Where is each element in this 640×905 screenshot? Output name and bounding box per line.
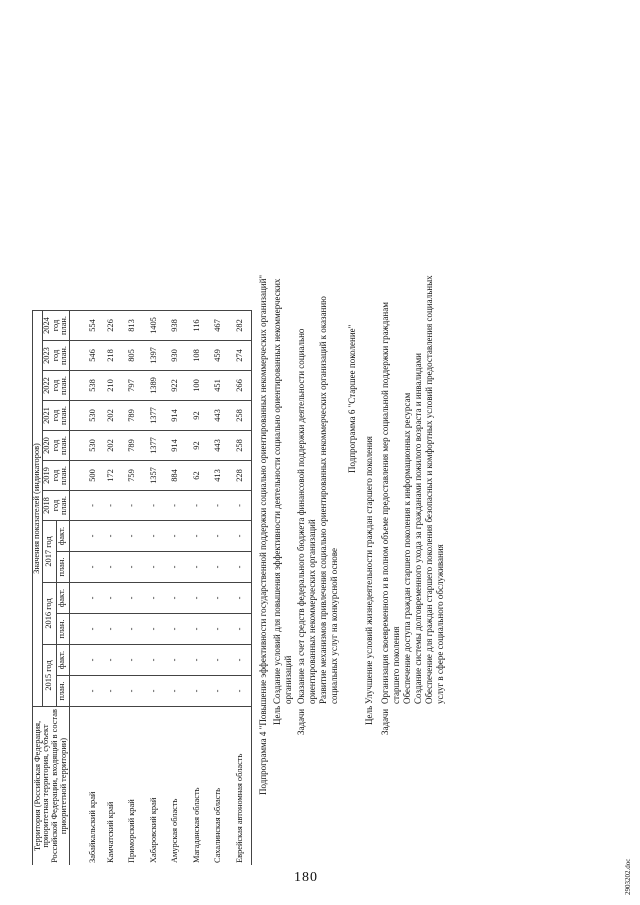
table-cell: -: [70, 583, 101, 614]
table-cell: -: [143, 614, 165, 645]
table-cell: 538: [70, 371, 101, 401]
table-cell: -: [122, 645, 144, 676]
table-cell: 282: [229, 311, 251, 341]
year-2015-header: 2015 год: [42, 645, 56, 707]
table-cell: -: [100, 491, 122, 521]
table-cell: 228: [229, 461, 251, 491]
table-row: [122, 311, 144, 866]
table-cell: 459: [208, 341, 230, 371]
indicators-header: Значения показателей (индикаторов): [33, 311, 43, 707]
subprogram-6-task-2: Обеспечение доступа граждан старшего поколения к информационных ресурсам: [402, 392, 412, 704]
fact-subheader: факт.: [56, 645, 70, 676]
subprogram-6-goal-label: Цель: [364, 705, 374, 725]
territory-name: Камчатский край: [100, 707, 122, 866]
table-cell: -: [100, 521, 122, 552]
table-cell: 1389: [143, 371, 165, 401]
table-row: [100, 311, 122, 866]
table-cell: -: [229, 521, 251, 552]
table-cell: 914: [165, 431, 187, 461]
subprogram-6-goal: Улучшение условий жизнедеятельности граждан старшего поколения: [364, 436, 374, 704]
table-cell: -: [100, 552, 122, 583]
table-cell: 258: [229, 401, 251, 431]
table-cell: 530: [70, 431, 101, 461]
table-cell: -: [70, 491, 101, 521]
table-cell: -: [208, 614, 230, 645]
territory-name: Хабаровский край: [143, 707, 165, 866]
indicators-table: [32, 310, 252, 865]
table-cell: -: [122, 614, 144, 645]
table-cell: -: [208, 645, 230, 676]
table-cell: -: [122, 521, 144, 552]
subprogram-4-task-2-cont: социальных услуг на конкурсной основе: [329, 548, 339, 704]
subprogram-6-task-4: Обеспечение для граждан старшего поколения безопасных и комфортных условий предоставления социальных: [424, 275, 434, 704]
table-cell: -: [165, 583, 187, 614]
table-cell: 789: [122, 431, 144, 461]
table-cell: -: [229, 676, 251, 707]
table-cell: -: [186, 676, 208, 707]
table-cell: -: [208, 491, 230, 521]
table-cell: 443: [208, 431, 230, 461]
table-cell: 451: [208, 371, 230, 401]
page-number: 180: [294, 870, 318, 885]
table-cell: -: [70, 614, 101, 645]
table-cell: 546: [70, 341, 101, 371]
table-cell: -: [208, 583, 230, 614]
table-cell: -: [229, 645, 251, 676]
table-cell: -: [70, 676, 101, 707]
plan-subheader: план.: [56, 614, 70, 645]
table-cell: 274: [229, 341, 251, 371]
table-cell: -: [229, 491, 251, 521]
table-cell: 930: [165, 341, 187, 371]
table-cell: 1397: [143, 341, 165, 371]
table-cell: 1377: [143, 431, 165, 461]
table-cell: -: [165, 491, 187, 521]
table-cell: 500: [70, 461, 101, 491]
plan-subheader: план.: [56, 676, 70, 707]
table-cell: -: [186, 552, 208, 583]
table-cell: -: [100, 676, 122, 707]
table-row: [70, 311, 101, 866]
table-cell: -: [122, 491, 144, 521]
territory-header: Территория (Российская Федерация, приоритетная территория, субъект Российской Федерации, входящий в состав приоритетной территории): [33, 707, 70, 866]
plan-subheader: план.: [56, 552, 70, 583]
territory-name: Магаданская область: [186, 707, 208, 866]
table-cell: 100: [186, 371, 208, 401]
table-cell: 202: [100, 431, 122, 461]
table-cell: -: [186, 645, 208, 676]
territory-name: Сахалинская область: [208, 707, 230, 866]
table-cell: 62: [186, 461, 208, 491]
table-cell: -: [100, 583, 122, 614]
table-cell: -: [70, 521, 101, 552]
plan-year-2023-header: 2023 год план.: [42, 341, 69, 371]
subprogram-4-goal-label: Цель: [272, 705, 282, 725]
table-cell: -: [122, 552, 144, 583]
table-cell: -: [229, 552, 251, 583]
table-cell: -: [143, 676, 165, 707]
table-cell: -: [208, 552, 230, 583]
year-2016-header: 2016 год: [42, 583, 56, 645]
table-cell: -: [143, 552, 165, 583]
table-cell: 413: [208, 461, 230, 491]
table-cell: 266: [229, 371, 251, 401]
table-cell: 1377: [143, 401, 165, 431]
table-cell: 218: [100, 341, 122, 371]
table-cell: -: [186, 521, 208, 552]
table-cell: 443: [208, 401, 230, 431]
table-cell: -: [208, 521, 230, 552]
plan-year-2019-header: 2019 год план.: [42, 461, 69, 491]
table-cell: -: [122, 676, 144, 707]
subprogram-4-task-2: Развитие механизмов привлечения социально ориентированных некоммерческих организаций к оказанию: [318, 296, 328, 704]
table-cell: -: [165, 676, 187, 707]
table-cell: -: [165, 614, 187, 645]
subprogram-6-task-1: Организация своевременного и в полном объеме предоставления мер социальной поддержки гражданам: [380, 302, 390, 704]
table-cell: 116: [186, 311, 208, 341]
table-cell: 554: [70, 311, 101, 341]
plan-year-2020-header: 2020 год план.: [42, 431, 69, 461]
table-cell: -: [186, 491, 208, 521]
table-cell: 1357: [143, 461, 165, 491]
plan-year-2018-header: 2018 год план.: [42, 491, 69, 521]
table-cell: -: [143, 645, 165, 676]
table-cell: 938: [165, 311, 187, 341]
subprogram-6-task-4-cont: услуг в сфере социального обслуживания: [435, 544, 445, 704]
table-cell: 759: [122, 461, 144, 491]
subprogram-6-tasks-label: Задачи: [380, 708, 390, 735]
table-cell: 467: [208, 311, 230, 341]
table-cell: -: [143, 521, 165, 552]
subprogram-4-tasks-label: Задачи: [296, 708, 306, 735]
year-2017-header: 2017 год: [42, 521, 56, 583]
table-cell: 92: [186, 401, 208, 431]
subprogram-4-task-1-cont: ориентированных некоммерческих организаций: [307, 519, 317, 704]
table-row: [208, 311, 230, 866]
table-cell: 789: [122, 401, 144, 431]
table-cell: -: [229, 614, 251, 645]
table-cell: 805: [122, 341, 144, 371]
table-cell: 108: [186, 341, 208, 371]
table-cell: 922: [165, 371, 187, 401]
territory-name: Амурская область: [165, 707, 187, 866]
table-cell: 797: [122, 371, 144, 401]
table-cell: -: [229, 583, 251, 614]
table-cell: 210: [100, 371, 122, 401]
table-row: [165, 311, 187, 866]
table-cell: -: [186, 614, 208, 645]
table-row: [229, 311, 251, 866]
table-cell: 530: [70, 401, 101, 431]
table-cell: 258: [229, 431, 251, 461]
table-cell: -: [122, 583, 144, 614]
subprogram-4-goal-cont: организаций: [283, 655, 293, 704]
subprogram-6-task-1-cont: старшего поколения: [391, 626, 401, 704]
table-cell: -: [165, 552, 187, 583]
document-id: 2903202.doc: [624, 858, 632, 895]
table-cell: -: [143, 583, 165, 614]
table-cell: -: [208, 676, 230, 707]
subprogram-6-title: Подпрограмма 6 "Старшее поколение": [347, 324, 357, 473]
table-cell: -: [165, 645, 187, 676]
table-row: [186, 311, 208, 866]
table-cell: 172: [100, 461, 122, 491]
fact-subheader: факт.: [56, 521, 70, 552]
plan-year-2024-header: 2024 год план.: [42, 311, 69, 341]
territory-name: Еврейская автономная область: [229, 707, 251, 866]
table-cell: -: [70, 645, 101, 676]
table-cell: 226: [100, 311, 122, 341]
table-cell: -: [100, 645, 122, 676]
territory-name: Забайкальский край: [70, 707, 101, 866]
territory-name: Приморский край: [122, 707, 144, 866]
subprogram-4-title: Подпрограмма 4 "Повышение эффективности государственной поддержки социально ориентированных некоммерческих организаций": [258, 274, 268, 795]
plan-year-2021-header: 2021 год план.: [42, 401, 69, 431]
table-cell: 92: [186, 431, 208, 461]
table-cell: 813: [122, 311, 144, 341]
table-cell: 1405: [143, 311, 165, 341]
table-cell: 914: [165, 401, 187, 431]
table-cell: -: [70, 552, 101, 583]
table-cell: -: [165, 521, 187, 552]
table-cell: -: [100, 614, 122, 645]
fact-subheader: факт.: [56, 583, 70, 614]
subprogram-4-task-1: Оказание за счет средств федерального бюджета финансовой поддержки деятельности социально: [296, 328, 306, 704]
table-cell: 202: [100, 401, 122, 431]
table-row: [143, 311, 165, 866]
subprogram-6-task-3: Создание системы долговременного ухода за гражданами пожилого возраста и инвалидами: [413, 353, 423, 704]
table-cell: -: [186, 583, 208, 614]
plan-year-2022-header: 2022 год план.: [42, 371, 69, 401]
table-cell: -: [143, 491, 165, 521]
subprogram-4-goal: Создание условий для повышения эффективности деятельности социально ориентированных некоммерческих: [272, 278, 282, 704]
table-cell: 884: [165, 461, 187, 491]
